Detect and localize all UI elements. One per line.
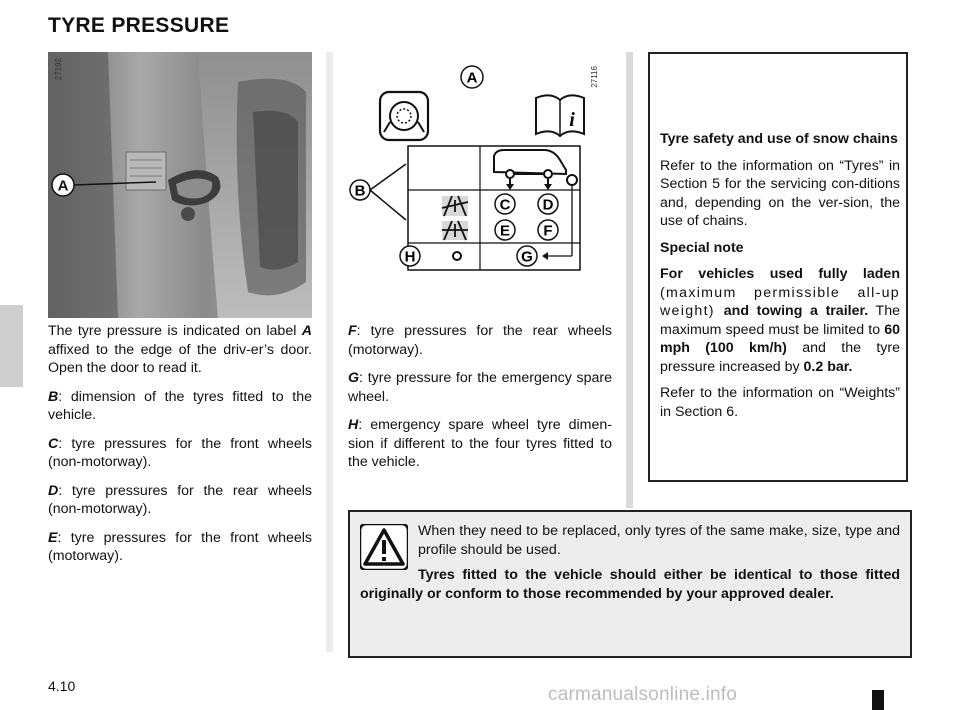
callout-d (538, 194, 558, 214)
page-number: 4.10 (48, 678, 76, 694)
special-note-paragraph: For vehicles used fully laden (maximum permissible all-up weight) and towing a trailer. The maximum speed must be limited to 60 mph (100 km/h) and the tyre pressure increased by 0.2 bar. (660, 266, 900, 375)
callout-h (400, 246, 420, 266)
diagram-callout-a (461, 66, 483, 88)
callout-letter: A (57, 177, 69, 195)
snow-chains-note-box (648, 52, 908, 482)
callout-c (495, 194, 515, 214)
note-paragraph: Refer to the information on “Tyres” in Section 5 for the servicing con-ditions and, depending on the ver-sion, the use of chains. (660, 157, 900, 229)
svg-text:i: i (569, 109, 575, 131)
callout-b (350, 164, 406, 220)
column-divider (626, 52, 633, 508)
motorway-road-icon (442, 221, 468, 240)
svg-text:F: F (543, 222, 553, 240)
svg-text:B: B (354, 182, 366, 200)
photo-callout-a (48, 168, 158, 202)
definition-h: H: emergency spare wheel tyre dimen-sion if different to the four tyres fitted to the vehicle. (348, 417, 612, 470)
note-heading: Tyre safety and use of snow chains (660, 131, 898, 147)
callout-e (495, 220, 515, 240)
svg-text:E: E (499, 222, 511, 240)
warning-text: When they need to be replaced, only tyres of the same make, size, type and profile should be used. (418, 523, 900, 558)
column-1-text (48, 322, 312, 576)
definition-b: B: dimension of the tyres fitted to the vehicle. (48, 388, 312, 423)
column-divider (326, 52, 333, 652)
definition-g: G: tyre pressure for the emergency spare wheel. (348, 370, 612, 405)
figure-reference: 27116 (590, 66, 599, 88)
figure-reference: 27192 (54, 58, 63, 81)
svg-text:A: A (466, 69, 478, 87)
callout-f (538, 220, 558, 240)
intro-paragraph: The tyre pressure is indicated on label A affixed to the edge of the driv-er’s door. Open the door to read it. (48, 323, 312, 376)
watermark: carmanualsonline.info (548, 684, 738, 705)
definition-d: D: tyre pressures for the rear wheels (non-motorway). (48, 482, 312, 517)
non-motorway-road-icon (442, 196, 468, 216)
manual-info-icon (536, 95, 584, 136)
tyre-pressure-icon (380, 92, 428, 140)
definition-c: C: tyre pressures for the front wheels (non-motorway). (48, 435, 312, 470)
svg-text:G: G (521, 248, 533, 266)
definition-f: F: tyre pressures for the rear wheels (motorway). (348, 323, 612, 358)
svg-text:C: C (499, 196, 511, 214)
special-note-heading: Special note (660, 239, 744, 256)
definition-e: E: tyre pressures for the front wheels (motorway). (48, 529, 312, 564)
column-2-text (348, 322, 612, 482)
warning-box (348, 510, 912, 658)
corner-mark (872, 690, 884, 710)
tyre-label-diagram (348, 60, 612, 280)
note-paragraph: Refer to the information on “Weights” in Section 6. (660, 385, 900, 420)
callout-g (517, 246, 537, 266)
spare-wheel-icon (453, 252, 461, 260)
svg-text:H: H (404, 248, 416, 266)
svg-text:D: D (542, 196, 554, 214)
section-tab (0, 305, 23, 387)
page-title: TYRE PRESSURE (48, 14, 230, 37)
warning-text-bold: Tyres fitted to the vehicle should either be identical to those fitted originally or conform to those recommended by your approved dealer. (360, 567, 900, 602)
